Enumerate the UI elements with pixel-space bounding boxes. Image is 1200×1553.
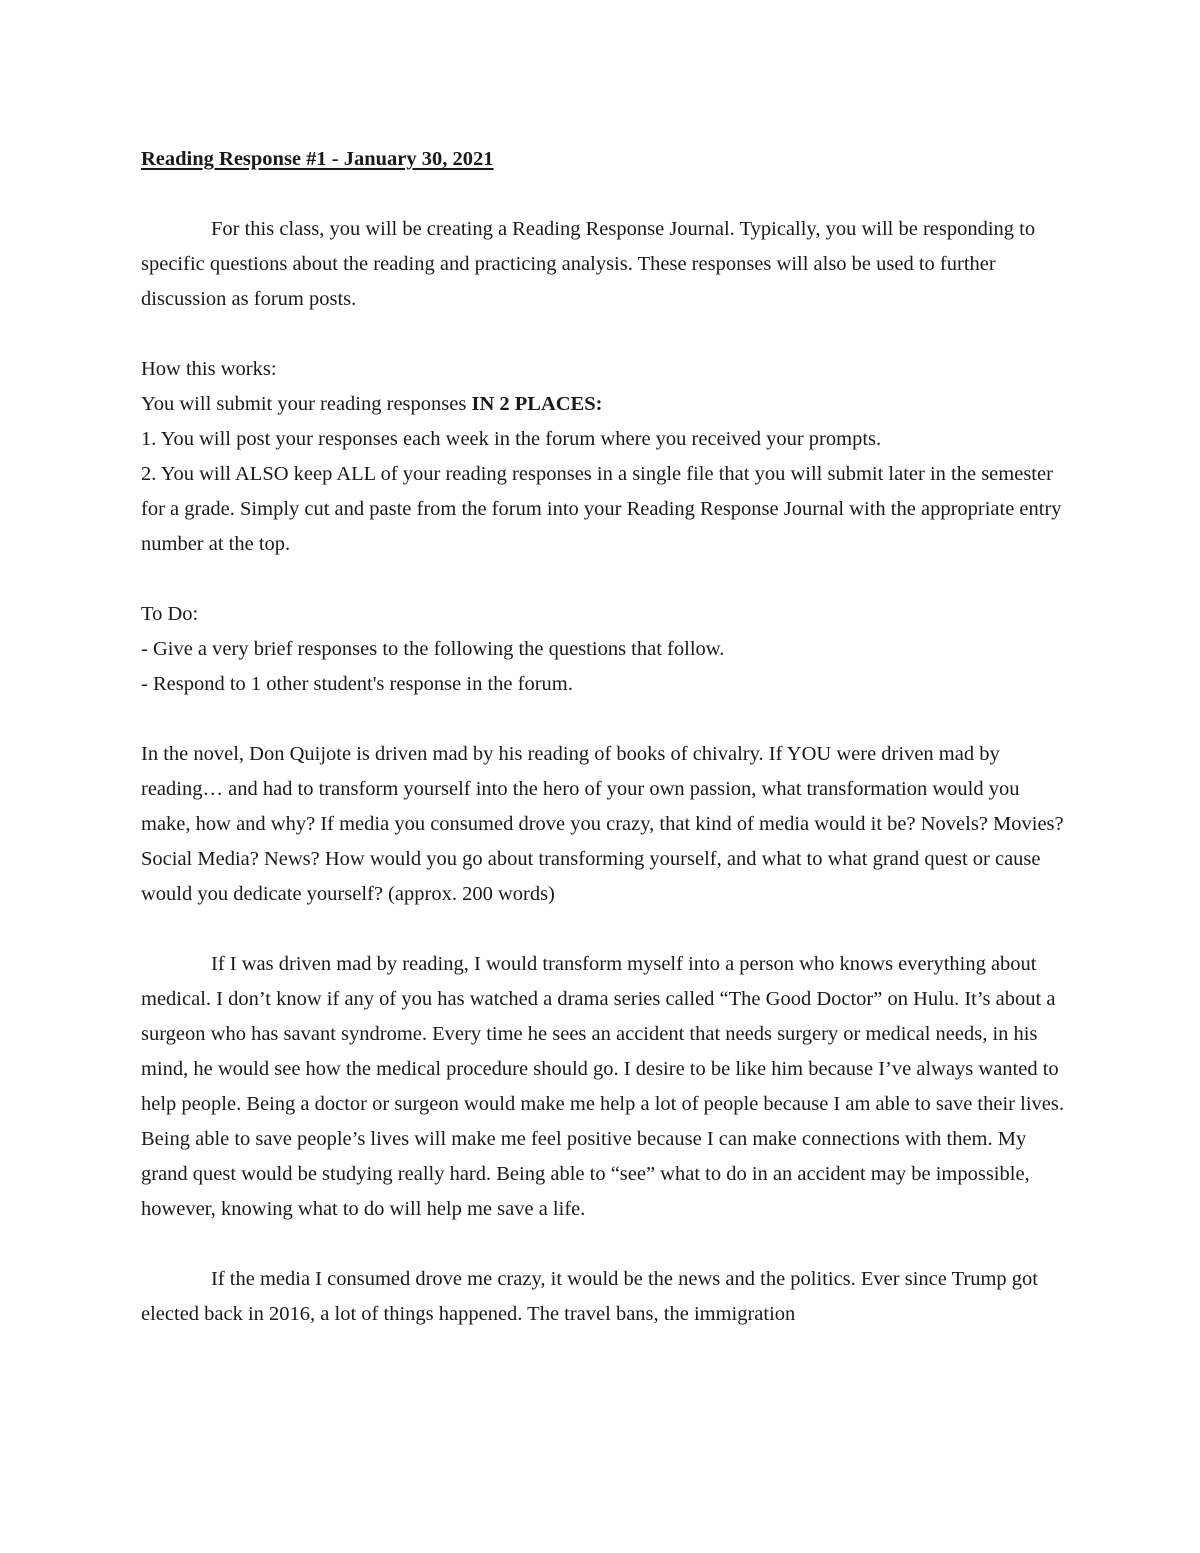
spacer xyxy=(141,177,1071,212)
prompt-paragraph: In the novel, Don Quijote is driven mad by his reading of books of chivalry. If YOU were driven mad by reading… and had to transform yourself into the hero of your own passion, what transformation would you make, how and why? If media you consumed drove you crazy, that kind of media would it be? Novels? Movies? Social Media? News? How would you go about transforming yourself, and what to what grand quest or cause would you dedicate yourself? (approx. 200 words) xyxy=(141,743,1064,905)
spacer xyxy=(141,912,1071,947)
response-paragraph: If the media I consumed drove me crazy, it would be the news and the politics. Ever since Trump got elected back in 2016, a lot of things happened. The travel bans, the immigration xyxy=(141,1268,1039,1325)
todo-item: - Give a very brief responses to the following the questions that follow. xyxy=(141,638,725,660)
submit-prefix: You will submit your reading responses xyxy=(141,393,472,415)
how-heading: How this works: xyxy=(141,358,277,380)
todo-heading: To Do: xyxy=(141,603,199,625)
spacer xyxy=(141,1227,1071,1262)
step-item: 1. You will post your responses each week in the forum where you received your prompts. xyxy=(141,428,882,450)
spacer xyxy=(141,562,1071,597)
response-paragraph: If I was driven mad by reading, I would transform myself into a person who knows everything about medical. I don’t know if any of you has watched a drama series called “The Good Doctor” on Hulu. It’s about a surgeon who has savant syndrome. Every time he sees an accident that needs surgery or medical needs, in his mind, he would see how the medical procedure should go. I desire to be like him because I’ve always wanted to help people. Being a doctor or surgeon would make me help a lot of people because I am able to save their lives. Being able to save people’s lives will make me feel positive because I can make connections with them. My grand quest would be studying really hard. Being able to “see” what to do in an accident may be impossible, however, knowing what to do will help me save a life. xyxy=(141,953,1064,1220)
document-body xyxy=(141,142,1071,1332)
intro-paragraph: For this class, you will be creating a Reading Response Journal. Typically, you will be responding to specific questions about the reading and practicing analysis. These responses will also be used to further discussion as forum posts. xyxy=(141,218,1036,310)
document-title: Reading Response #1 - January 30, 2021 xyxy=(141,148,494,170)
submit-line xyxy=(141,387,1071,422)
spacer xyxy=(141,317,1071,352)
todo-item: - Respond to 1 other student's response in the forum. xyxy=(141,673,573,695)
spacer xyxy=(141,702,1071,737)
step-item: 2. You will ALSO keep ALL of your reading responses in a single file that you will submit later in the semester for a grade. Simply cut and paste from the forum into your Reading Response Journal with the appropriate entry number at the top. xyxy=(141,463,1062,555)
submit-emphasis: IN 2 PLACES: xyxy=(471,393,603,415)
